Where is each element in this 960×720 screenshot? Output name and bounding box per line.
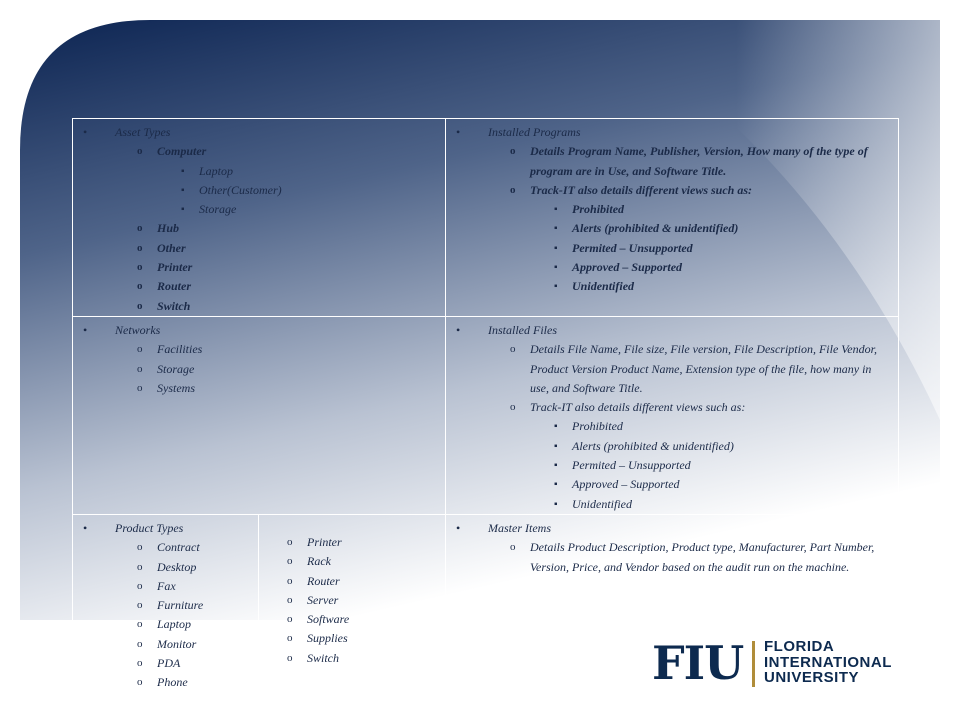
list-item: ▪ Permited – Unsupported: [530, 456, 892, 475]
list-item: o Details Product Description, Product type, Manufacturer, Part Number, Version, Price, and Vendor based on the audit run on the machine.: [488, 538, 892, 577]
list-item: o Furniture: [115, 596, 252, 615]
installed-files-heading: • Installed Files o Details File Name, File size, File version, File Description, File Vendor, Product Version Product Name, Extension type of the file, how many in use, and Software Title. o Track-IT also details different views such as: ▪ Prohibited ▪ Alerts (prohibited & unidentified) ▪ Permited – Unsupported ▪ Approved – Supported ▪ Unidentified: [452, 321, 892, 514]
list-item: o Printer: [115, 258, 439, 277]
list-item: ▪ Approved – Supported: [530, 258, 892, 277]
list-item: o Switch: [265, 649, 439, 668]
list-item: o Monitor: [115, 635, 252, 654]
content-table: [72, 118, 898, 700]
list-item: ▪ Alerts (prohibited & unidentified): [530, 219, 892, 238]
list-item: ▪ Unidentified: [530, 277, 892, 296]
list-item: o Supplies: [265, 629, 439, 648]
list-item: o Switch: [115, 297, 439, 316]
list-item: o Track-IT also details different views such as: ▪ Prohibited ▪ Alerts (prohibited & unidentified) ▪ Permited – Unsupported ▪ Approved – Supported ▪ Unidentified: [488, 181, 892, 297]
list-item: o Rack: [265, 552, 439, 571]
list-item: o Router: [265, 572, 439, 591]
logo-divider: [752, 641, 755, 687]
list-item: o Contract: [115, 538, 252, 557]
list-item: o Printer: [265, 533, 439, 552]
logo-line-2: INTERNATIONAL: [764, 653, 892, 671]
table-row: [73, 119, 899, 317]
installed-programs-heading: • Installed Programs o Details Program Name, Publisher, Version, How many of the type of program are in Use, and Software Title. o Track-IT also details different views such as: ▪ Prohibited ▪ Alerts (prohibited & unidentified) ▪ Permited – Unsupported ▪ Approved – Supported ▪ Unidentified: [452, 123, 892, 297]
list-item: o Other: [115, 239, 439, 258]
product-types-cell: [73, 514, 259, 699]
fiu-logo-text: [764, 639, 892, 686]
list-item: o Track-IT also details different views such as: ▪ Prohibited ▪ Alerts (prohibited & unidentified) ▪ Permited – Unsupported ▪ Approved – Supported ▪ Unidentified: [488, 398, 892, 514]
table-row: [73, 316, 899, 514]
installed-programs-cell: [446, 119, 899, 317]
installed-files-cell: [446, 316, 899, 514]
list-item: o Storage: [115, 360, 439, 379]
computer-item: o Computer ▪ Laptop ▪ Other(Customer) ▪ Storage: [115, 142, 439, 219]
list-item: ▪ Prohibited: [530, 200, 892, 219]
logo-line-1: FLORIDA: [764, 638, 835, 655]
list-item: o Details File Name, File size, File version, File Description, File Vendor, Product Version Product Name, Extension type of the file, how many in use, and Software Title.: [488, 340, 892, 398]
logo-line-3: UNIVERSITY: [764, 669, 860, 686]
list-item: o Details Program Name, Publisher, Version, How many of the type of program are in Use, and Software Title.: [488, 142, 892, 181]
list-item: o Laptop: [115, 615, 252, 634]
list-item: o Phone: [115, 673, 252, 692]
list-item: ▪ Laptop: [157, 162, 439, 181]
list-item: ▪ Other(Customer): [157, 181, 439, 200]
product-types-cell-2: [259, 514, 446, 699]
list-item: ▪ Approved – Supported: [530, 475, 892, 494]
list-item: o Software: [265, 610, 439, 629]
asset-types-cell: [73, 119, 446, 317]
master-items-heading: • Master Items o Details Product Description, Product type, Manufacturer, Part Number, Version, Price, and Vendor based on the audit run on the machine.: [452, 519, 892, 577]
list-item: ▪ Unidentified: [530, 495, 892, 514]
list-item: o Systems: [115, 379, 439, 398]
list-item: ▪ Alerts (prohibited & unidentified): [530, 437, 892, 456]
list-item: o Hub: [115, 219, 439, 238]
fiu-logo-mark: FIU: [652, 636, 744, 690]
list-item: o Fax: [115, 577, 252, 596]
asset-types-heading: • Asset Types o Computer ▪ Laptop ▪ Other(Customer) ▪ Storage o Hub o Other o Printer o Router o Switch: [79, 123, 439, 316]
networks-heading: • Networks o Facilities o Storage o Systems: [79, 321, 439, 398]
product-types-heading: • Product Types o Contract o Desktop o Fax o Furniture o Laptop o Monitor o PDA o Phone: [79, 519, 252, 693]
list-item: o Facilities: [115, 340, 439, 359]
list-item: o PDA: [115, 654, 252, 673]
list-item: o Server: [265, 591, 439, 610]
list-item: ▪ Storage: [157, 200, 439, 219]
list-item: ▪ Prohibited: [530, 417, 892, 436]
list-item: o Router: [115, 277, 439, 296]
list-item: ▪ Permited – Unsupported: [530, 239, 892, 258]
networks-cell: [73, 316, 446, 514]
list-item: o Desktop: [115, 558, 252, 577]
